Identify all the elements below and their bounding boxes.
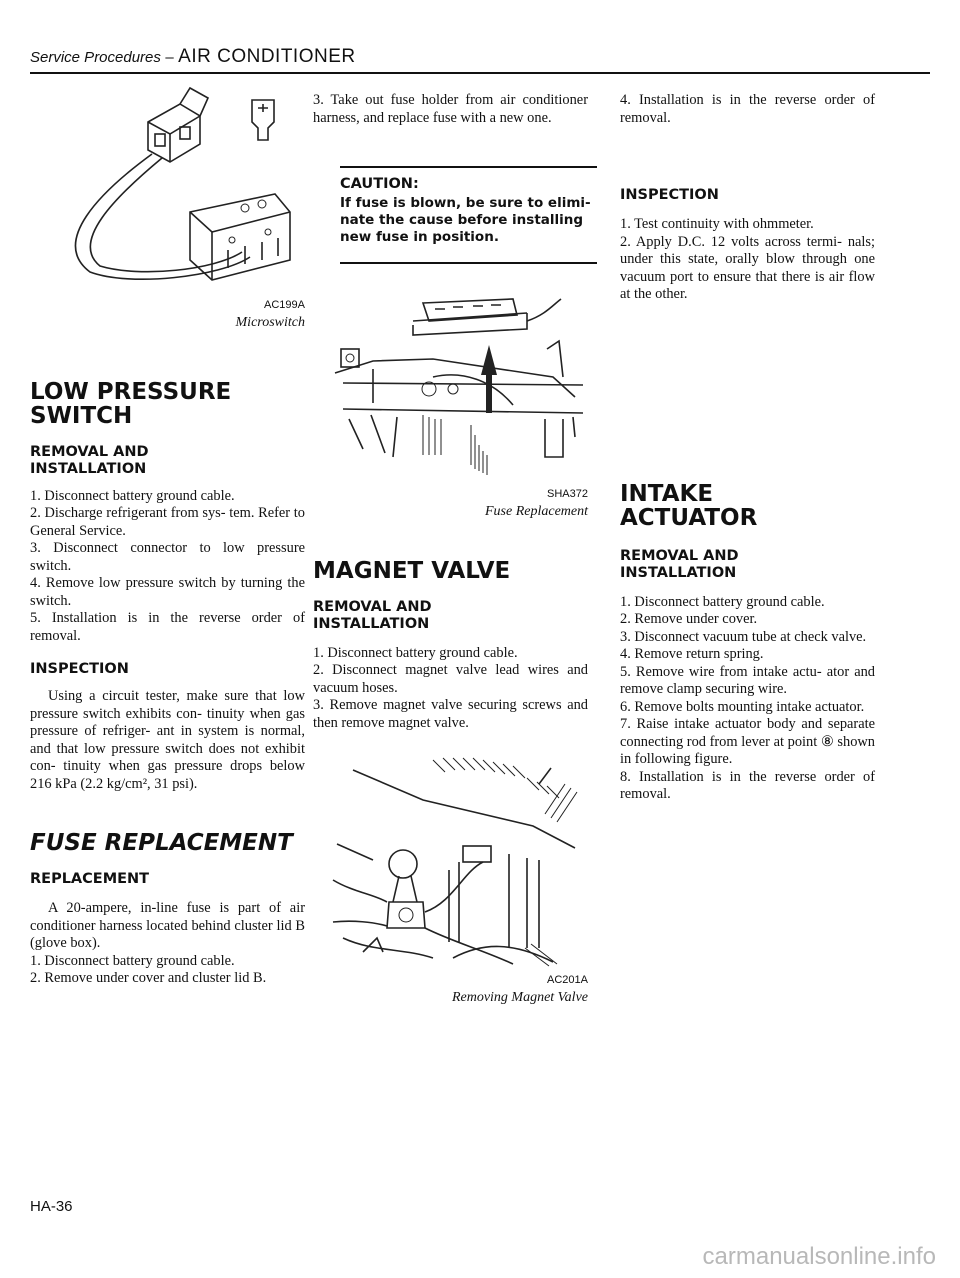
mv-step-1: 1. Disconnect battery ground cable. [313, 644, 518, 661]
subheading-mv-inspection: INSPECTION [620, 187, 719, 203]
subheading-ia-removal-2: INSTALLATION [620, 564, 737, 581]
heading-low-pressure-2: SWITCH [30, 402, 133, 429]
fuse-step-1: 1. Disconnect battery ground cable. [30, 952, 235, 969]
caution-text: If fuse is blown, be sure to elimi- nate the cause before installing new fuse in position. [340, 195, 591, 245]
mv-step-4: 4. Installation is in the reverse order of removal. [620, 92, 875, 126]
magnet-valve-figure [313, 752, 588, 972]
ia-step-7: 7. Raise intake actuator body and separate connecting rod from lever at point ⑧ shown in following figure. [620, 716, 875, 767]
ia-step-1: 1. Disconnect battery ground cable. [620, 593, 825, 610]
ia-step-8: 8. Installation is in the reverse order of removal. [620, 768, 875, 802]
figure-id-microswitch: AC199A [264, 298, 305, 311]
mv-step-3: 3. Remove magnet valve securing screws and then remove magnet valve. [313, 697, 588, 731]
ia-step-2: 2. Remove under cover. [620, 611, 758, 627]
mv-inspection-step-1: 1. Test continuity with ohmmeter. [620, 216, 814, 232]
figure-caption-magnet: Removing Magnet Valve [451, 990, 588, 1005]
ia-step-5: 5. Remove wire from intake actu- ator and remove clamp securing wire. [620, 663, 875, 697]
caution-bottom-rule [340, 262, 597, 264]
fuse-intro: A 20-ampere, in-line fuse is part of air conditioner harness located behind cluster lid B (glove box). [30, 900, 305, 951]
heading-fuse-replacement: FUSE REPLACEMENT [30, 830, 293, 856]
lp-step-3: 3. Disconnect connector to low pressure switch. [30, 540, 305, 574]
subheading-ia-removal-1: REMOVAL AND [620, 547, 739, 564]
figure-caption-microswitch: Microswitch [235, 315, 305, 330]
microswitch-figure [30, 82, 305, 297]
section-title: AIR CONDITIONER [178, 46, 356, 67]
lp-step-5: 5. Installation is in the reverse order of removal. [30, 610, 305, 644]
section-prefix: Service Procedures [30, 49, 161, 66]
subheading-lp-inspection: INSPECTION [30, 661, 129, 677]
figure-caption-fuse: Fuse Replacement [484, 504, 588, 519]
subheading-removal-2: INSTALLATION [30, 460, 147, 477]
subheading-mv-removal-2: INSTALLATION [313, 615, 430, 632]
subheading-mv-removal-1: REMOVAL AND [313, 598, 432, 615]
column-3 [620, 92, 875, 804]
header-rule [30, 72, 930, 74]
fuse-step-2: 2. Remove under cover and cluster lid B. [30, 970, 267, 986]
watermark: carmanualsonline.info [702, 1243, 936, 1270]
column-1 [30, 82, 305, 988]
heading-intake-2: ACTUATOR [620, 504, 758, 531]
figure-id-magnet: AC201A [547, 973, 588, 986]
fuse-figure [313, 285, 588, 490]
column-2-lower [313, 285, 588, 1007]
subheading-replacement: REPLACEMENT [30, 871, 150, 887]
page-header [30, 46, 356, 68]
ia-step-6: 6. Remove bolts mounting intake actuator. [620, 698, 865, 715]
heading-magnet-valve: MAGNET VALVE [313, 557, 511, 584]
mv-inspection-step-2: 2. Apply D.C. 12 volts across termi- nals; under this state, orally blow through one vacuum port to ensure that there is air flow at the other. [620, 233, 875, 302]
caution-top-rule [340, 166, 597, 168]
page-number: HA-36 [30, 1198, 73, 1215]
mv-step-2: 2. Disconnect magnet valve lead wires and vacuum hoses. [313, 662, 588, 696]
lp-inspection-text: Using a circuit tester, make sure that low pressure switch exhibits con- tinuity when gas pressure of refriger- ant in system is normal, and that low pressure switch does not exhibit con- tinuity when gas pressure drops below 216 kPa (2.2 kg/cm², 31 psi). [30, 688, 305, 792]
lp-step-4: 4. Remove low pressure switch by turning the switch. [30, 575, 305, 609]
fuse-step-3: 3. Take out fuse holder from air conditioner harness, and replace fuse with a new one. [313, 92, 588, 126]
lp-step-2: 2. Discharge refrigerant from sys- tem. Refer to General Service. [30, 505, 305, 539]
lp-step-1: 1. Disconnect battery ground cable. [30, 487, 235, 504]
ia-step-3: 3. Disconnect vacuum tube at check valve. [620, 628, 867, 645]
figure-id-fuse: SHA372 [547, 487, 588, 500]
header-separator: – [165, 49, 174, 66]
column-2 [313, 92, 588, 153]
caution-box [340, 176, 597, 246]
ia-step-4: 4. Remove return spring. [620, 646, 764, 662]
caution-heading: CAUTION: [340, 176, 419, 192]
heading-intake-1: INTAKE [620, 480, 714, 507]
subheading-removal-1: REMOVAL AND [30, 443, 149, 460]
heading-low-pressure-1: LOW PRESSURE [30, 378, 232, 405]
